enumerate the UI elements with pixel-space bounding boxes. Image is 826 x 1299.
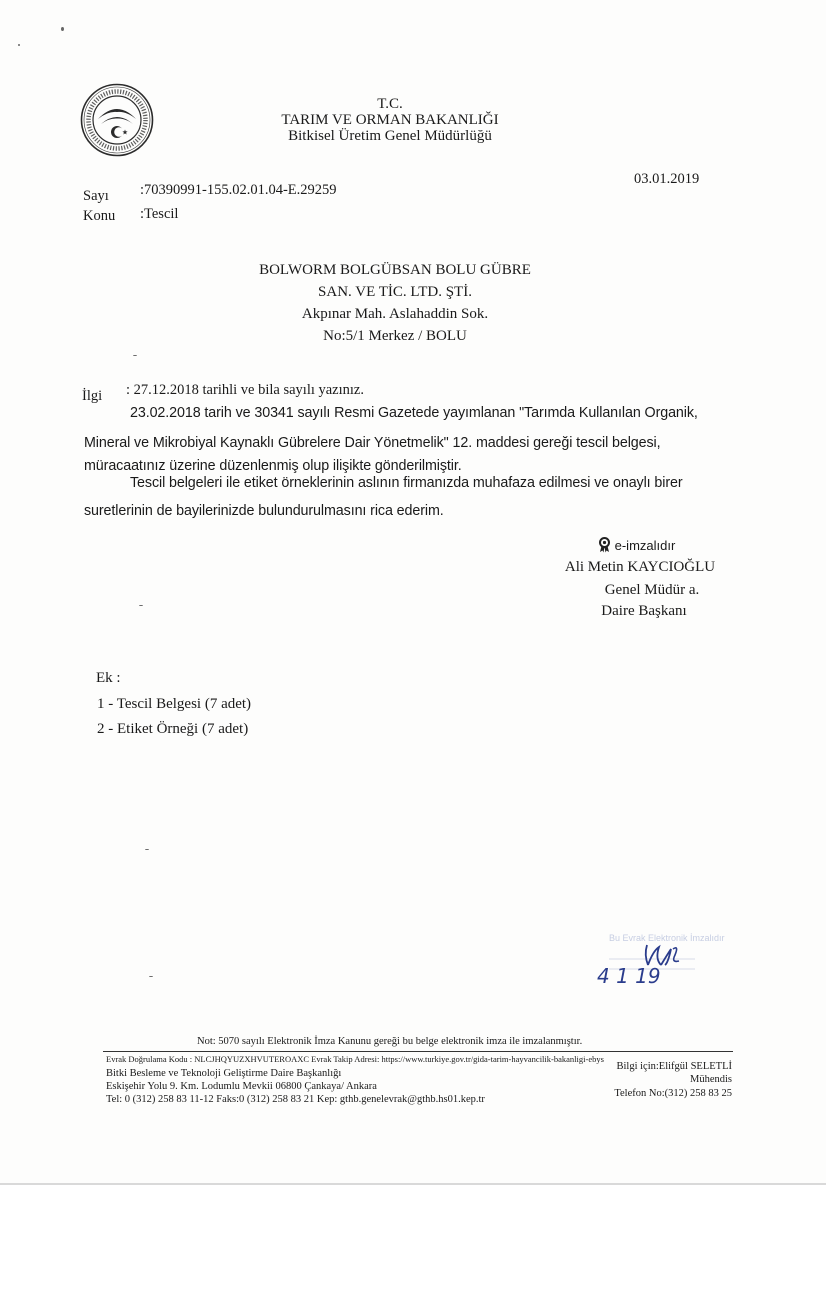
- recipient-block: [230, 259, 560, 347]
- recipient-line-4: No:5/1 Merkez / BOLU: [323, 328, 467, 344]
- ilgi-value: : 27.12.2018 tarihli ve bila sayılı yazınız.: [126, 382, 364, 398]
- signer-title-1: Genel Müdür a.: [604, 582, 700, 598]
- body-p2-line2: suretlerinin de bayilerinizde bulundurulmasını rica ederim.: [84, 503, 444, 519]
- scan-speck: [145, 849, 149, 850]
- footer-department: Bitki Besleme ve Teknoloji Geliştirme Daire Başkanlığı: [106, 1068, 342, 1079]
- ribbon-icon: [598, 537, 611, 556]
- e-signature-label: e-imzalıdır: [614, 538, 676, 553]
- body-p2-line1: Tescil belgeleri ile etiket örneklerinin aslının firmanızda muhafaza edilmesi ve onaylı birer: [130, 475, 683, 491]
- body-p1-line2: Mineral ve Mikrobiyal Kaynaklı Gübrelere Dair Yönetmelik" 12. maddesi gereği tescil belgesi,: [84, 435, 661, 451]
- konu-label: Konu: [83, 208, 116, 224]
- sayi-label: Sayı: [83, 188, 109, 204]
- footer-address: Eskişehir Yolu 9. Km. Lodumlu Mevkii 06800 Çankaya/ Ankara: [106, 1081, 377, 1092]
- attachment-item-2: 2 - Etiket Örneği (7 adet): [97, 721, 249, 737]
- scan-speck: [139, 605, 143, 606]
- body-p1-line1: 23.02.2018 tarih ve 30341 sayılı Resmi Gazetede yayımlanan "Tarımda Kullanılan Organik,: [130, 405, 698, 421]
- recipient-line-3: Akpınar Mah. Aslahaddin Sok.: [301, 306, 489, 322]
- footer-contact: Tel: 0 (312) 258 83 11-12 Faks:0 (312) 258 83 21 Kep: gthb.genelevrak@gthb.hs01.kep.tr: [106, 1094, 485, 1105]
- footer-verify: Evrak Doğrulama Kodu : NLCJHQYUZXHVUTEROAXC Evrak Takip Adresi: https://www.turkiye.gov.tr/gida-tarim-hayvancilik-bakanligi-ebys: [106, 1054, 604, 1064]
- footer-note: Not: 5070 sayılı Elektronik İmza Kanunu gereği bu belge elektronik imza ile imzalanmıştır.: [197, 1036, 583, 1047]
- ministry-seal-logo: [80, 83, 154, 157]
- recipient-line-1: BOLWORM BOLGÜBSAN BOLU GÜBRE: [259, 262, 531, 278]
- received-stamp: [595, 925, 745, 995]
- body-p1-line3: müracaatınız üzerine düzenlenmiş olup ilişikte gönderilmiştir.: [84, 458, 462, 474]
- scan-speck: [61, 27, 64, 31]
- ilgi-label: İlgi: [82, 388, 103, 404]
- scan-speck: [133, 355, 137, 356]
- footer-info-title: Mühendis: [690, 1074, 732, 1085]
- signer-name: Ali Metin KAYCIOĞLU: [564, 559, 716, 575]
- attachments-label: Ek :: [96, 670, 121, 686]
- scan-speck: [18, 44, 20, 46]
- footer-info-phone: Telefon No:(312) 258 83 25: [614, 1088, 732, 1099]
- handwritten-date: 4 1 19: [597, 964, 661, 988]
- attachment-item-1: 1 - Tescil Belgesi (7 adet): [97, 696, 252, 712]
- faded-stamp-text: Bu Evrak Elektronik İmzalıdır: [609, 933, 725, 943]
- recipient-line-2: SAN. VE TİC. LTD. ŞTİ.: [318, 284, 472, 300]
- e-signature-badge: [598, 537, 675, 556]
- scan-speck: [149, 976, 153, 977]
- konu-value: :Tescil: [140, 206, 179, 222]
- header-directorate: Bitkisel Üretim Genel Müdürlüğü: [288, 128, 492, 144]
- signer-title-2: Daire Başkanı: [601, 603, 687, 619]
- footer-info-name: Bilgi için:Elifgül SELETLİ: [616, 1061, 732, 1072]
- header-ministry: TARIM VE ORMAN BAKANLIĞI: [281, 112, 499, 128]
- sayi-value: :70390991-155.02.01.04-E.29259: [140, 182, 337, 198]
- header-block: [240, 96, 540, 144]
- document-date: 03.01.2019: [634, 171, 700, 187]
- footer-rule: [103, 1051, 733, 1052]
- header-tc: T.C.: [377, 96, 403, 112]
